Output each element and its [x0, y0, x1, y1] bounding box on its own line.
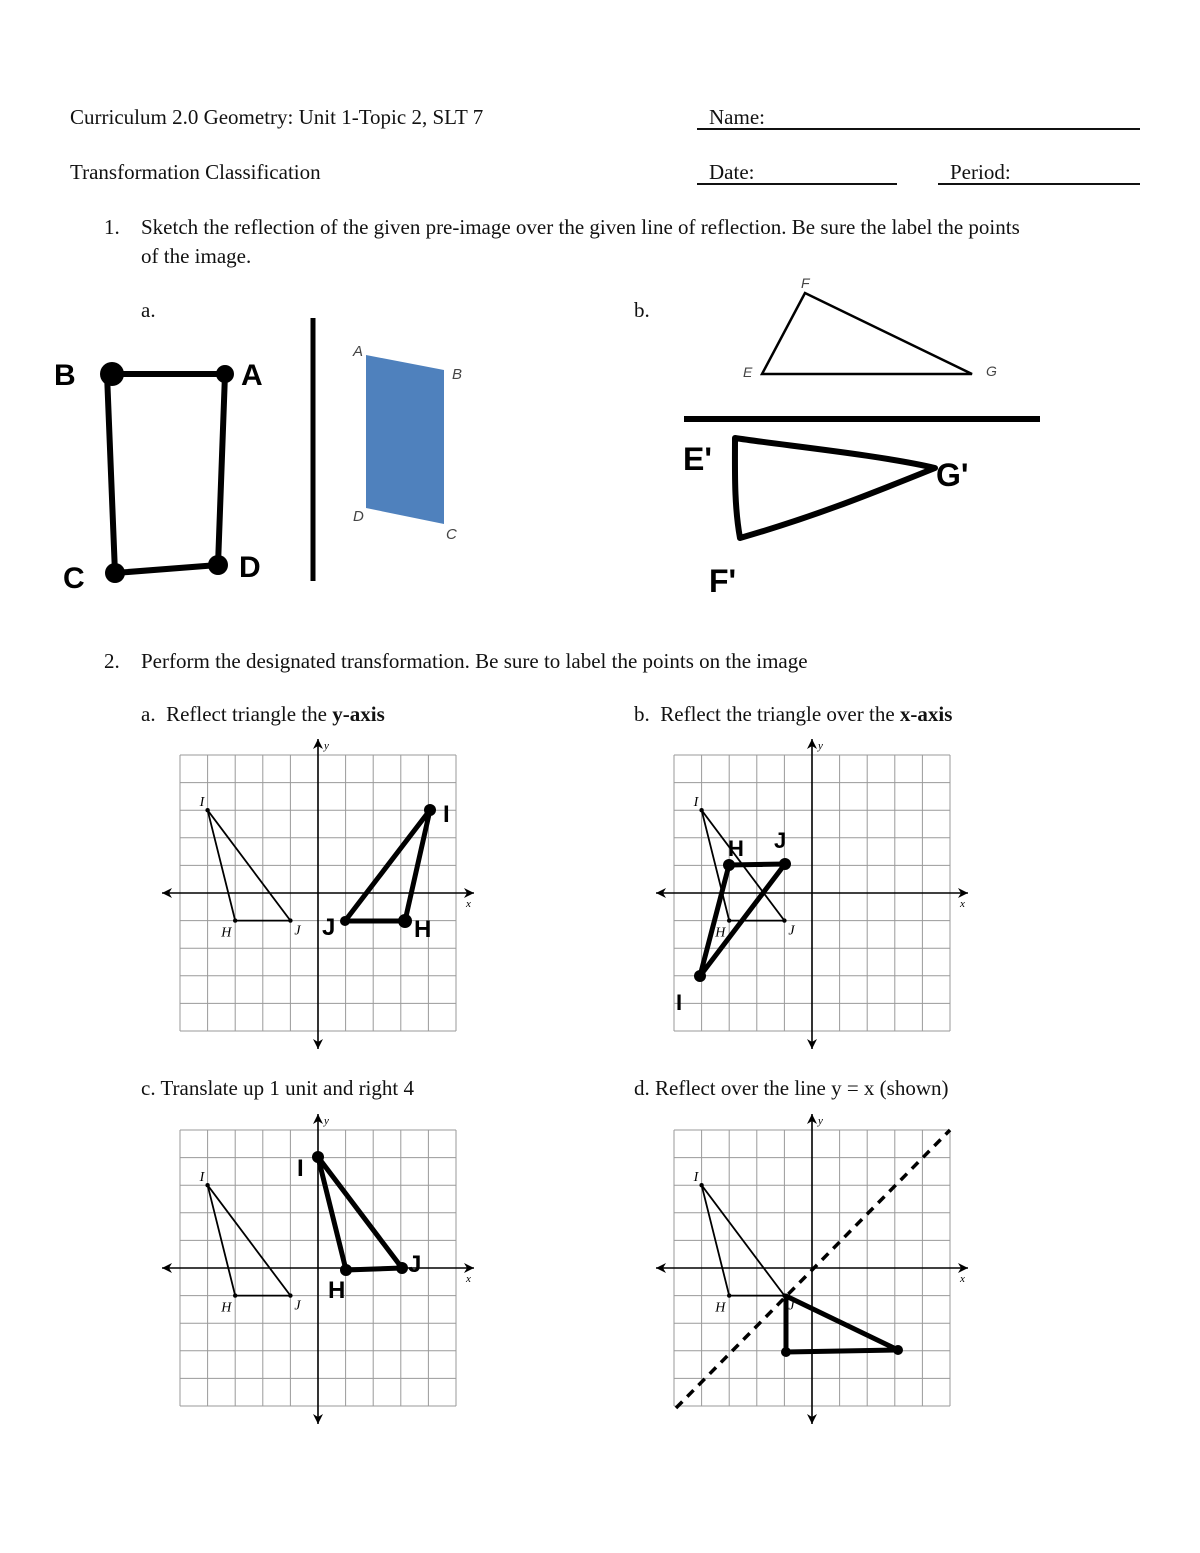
point-label: J — [788, 923, 795, 939]
q1b-hw-label-f: F' — [709, 563, 737, 599]
q2a-drawn-triangle — [345, 810, 430, 921]
q2a-hw-label-j: J — [322, 914, 336, 941]
point-label: J — [788, 1298, 795, 1314]
point-label: H — [715, 925, 726, 941]
q1a-hw-label-c: C — [63, 562, 85, 595]
q2a-hw-label-i: I — [443, 801, 450, 828]
point-label: I — [199, 1170, 205, 1186]
q1-text-line1: Sketch the reflection of the given pre-image over the given line of reflection. Be sure the label the points — [141, 215, 1020, 239]
q2a-prompt: a. Reflect triangle the y-axis — [141, 702, 385, 726]
q2b-drawn-triangle — [700, 864, 785, 976]
q1a-point-d: D — [353, 508, 364, 525]
axis-y-label: y — [324, 1115, 329, 1127]
point-label: J — [294, 923, 301, 939]
q1b-point-f: F — [801, 275, 810, 291]
q2b-hw-label-j: J — [774, 828, 787, 853]
q1a-hw-label-d: D — [239, 551, 261, 584]
point-label: I — [199, 795, 205, 811]
axis-x-label: x — [466, 898, 471, 910]
q2c-hw-label-j: J — [408, 1251, 422, 1278]
point-label: I — [693, 795, 699, 811]
point-label: H — [221, 1300, 232, 1316]
axis-y-label: y — [818, 740, 823, 752]
q2d-prompt: d. Reflect over the line y = x (shown) — [634, 1076, 949, 1100]
point-label: H — [221, 925, 232, 941]
axis-y-label: y — [818, 1115, 823, 1127]
name-label: Name: — [709, 105, 765, 129]
point-label: H — [715, 1300, 726, 1316]
q2c-hw-label-h: H — [328, 1277, 346, 1304]
axis-x-label: x — [466, 1273, 471, 1285]
q1a-point-c: C — [446, 526, 457, 543]
axis-y-label: y — [324, 740, 329, 752]
course-title: Curriculum 2.0 Geometry: Unit 1-Topic 2, SLT 7 — [70, 105, 484, 129]
q2-number: 2. — [104, 649, 120, 673]
q2b-hw-label-h: H — [728, 836, 744, 861]
q1-number: 1. — [104, 215, 120, 239]
q2d-drawn-triangle — [786, 1296, 898, 1352]
point-label: J — [294, 1298, 301, 1314]
q2c-drawn-triangle — [318, 1157, 402, 1270]
q1b-hw-label-e: E' — [683, 441, 712, 477]
q1-text-line2: of the image. — [141, 244, 252, 268]
worksheet-title: Transformation Classification — [70, 160, 321, 184]
q2c-prompt: c. Translate up 1 unit and right 4 — [141, 1076, 414, 1100]
axis-x-label: x — [960, 898, 965, 910]
q1a-point-a: A — [353, 343, 364, 360]
q1b-hw-label-g: G' — [936, 457, 969, 493]
q2d-line-y-equals-x — [676, 1130, 950, 1408]
q2c-hw-label-i: I — [297, 1155, 304, 1182]
q2b-prompt: b. Reflect the triangle over the x-axis — [634, 702, 953, 726]
q2a-hw-label-h: H — [414, 916, 432, 943]
q1a-point-b: B — [452, 366, 463, 383]
date-label: Date: — [709, 160, 755, 184]
axis-x-label: x — [960, 1273, 965, 1285]
point-label: I — [693, 1170, 699, 1186]
q1a-hw-label-b: B — [54, 359, 76, 392]
period-label: Period: — [950, 160, 1011, 184]
q1a-hw-label-a: A — [241, 359, 263, 392]
q1b-point-e: E — [743, 364, 753, 380]
q1b-point-g: G — [986, 363, 997, 379]
q1b-label: b. — [634, 298, 650, 322]
q2-text: Perform the designated transformation. Be sure to label the points on the image — [141, 649, 808, 673]
q2b-hw-label-i: I — [676, 990, 683, 1015]
q1a-label: a. — [141, 298, 156, 322]
